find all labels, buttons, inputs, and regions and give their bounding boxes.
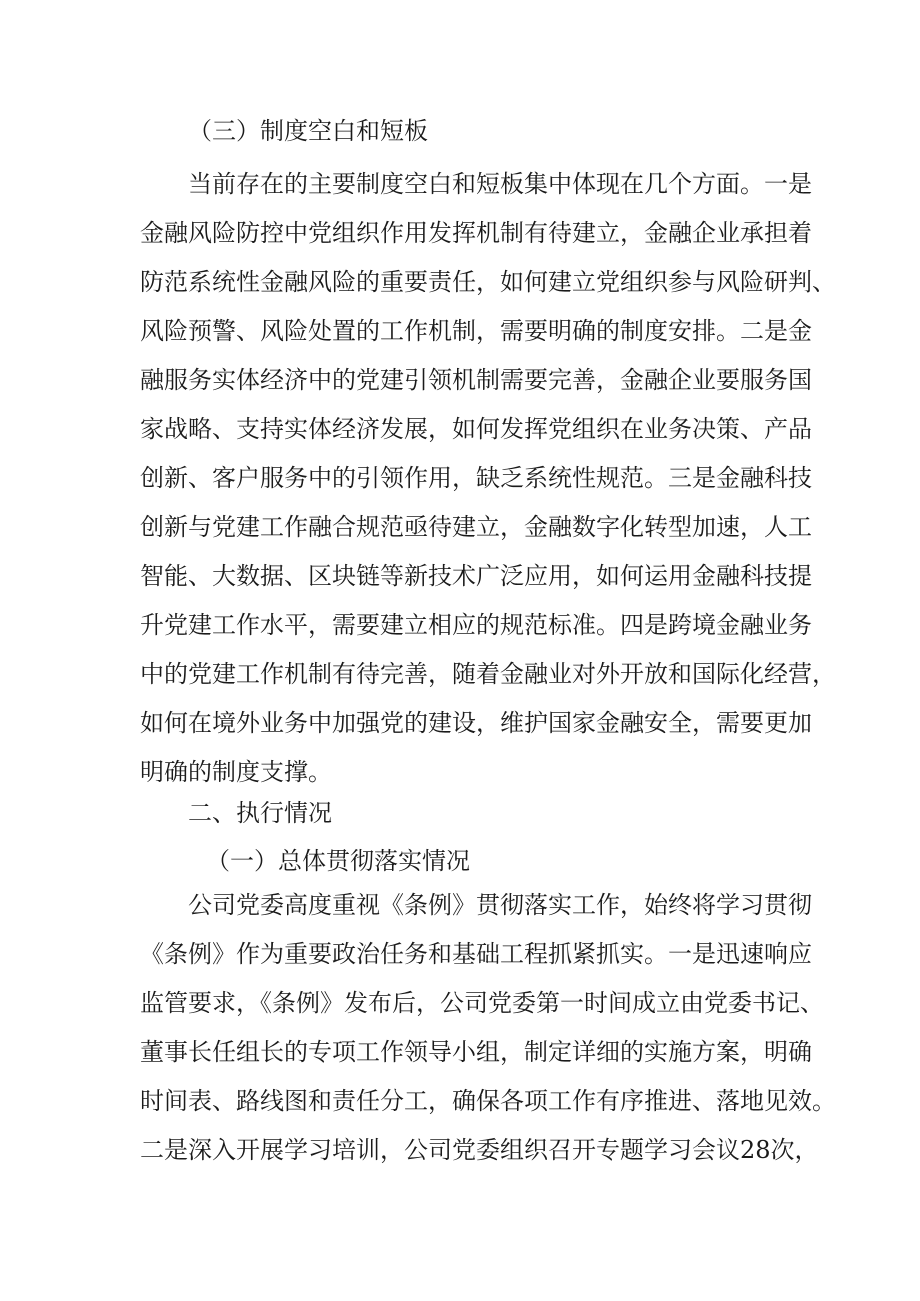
- paragraph-line: 智能、大数据、区块链等新技术广泛应用，如何运用金融科技提: [140, 562, 812, 590]
- paragraph-line: 升党建工作水平，需要建立相应的规范标准。四是跨境金融业务: [140, 611, 812, 639]
- section-heading-implementation: 二、执行情况: [188, 799, 332, 827]
- paragraph-line: 监管要求，《条例》发布后，公司党委第一时间成立由党委书记、: [140, 989, 824, 1017]
- paragraph-institutional-gaps: [140, 160, 836, 797]
- paragraph-line: 《条例》作为重要政治任务和基础工程抓紧抓实。一是迅速响应: [140, 940, 812, 968]
- paragraph-line: 创新与党建工作融合规范亟待建立，金融数字化转型加速，人工: [140, 513, 812, 541]
- paragraph-line: 时间表、路线图和责任分工，确保各项工作有序推进、落地见效。: [140, 1087, 836, 1115]
- paragraph-line: 融服务实体经济中的党建引领机制需要完善，金融企业要服务国: [140, 366, 812, 394]
- paragraph-line: 董事长任组长的专项工作领导小组，制定详细的实施方案，明确: [140, 1038, 812, 1066]
- paragraph-line: 创新、客户服务中的引领作用，缺乏系统性规范。三是金融科技: [140, 464, 812, 492]
- subsection-heading-overall-implementation: （一）总体贯彻落实情况: [206, 847, 470, 875]
- paragraph-line: 公司党委高度重视《条例》贯彻落实工作，始终将学习贯彻: [188, 891, 812, 919]
- paragraph-line: 如何在境外业务中加强党的建设，维护国家金融安全，需要更加: [140, 709, 812, 737]
- paragraph-line: 二是深入开展学习培训，公司党委组织召开专题学习会议28次，: [140, 1136, 819, 1164]
- paragraph-line: 中的党建工作机制有待完善，随着金融业对外开放和国际化经营，: [140, 660, 836, 688]
- paragraph-overall-implementation: [140, 881, 836, 1175]
- paragraph-line: 金融风险防控中党组织作用发挥机制有待建立，金融企业承担着: [140, 219, 812, 247]
- paragraph-line: 明确的制度支撑。: [140, 758, 332, 786]
- paragraph-line: 家战略、支持实体经济发展，如何发挥党组织在业务决策、产品: [140, 415, 812, 443]
- section-heading-institutional-gaps: （三）制度空白和短板: [188, 117, 428, 145]
- paragraph-line: 当前存在的主要制度空白和短板集中体现在几个方面。一是: [188, 170, 812, 198]
- paragraph-line: 风险预警、风险处置的工作机制，需要明确的制度安排。二是金: [140, 317, 812, 345]
- paragraph-line: 防范系统性金融风险的重要责任，如何建立党组织参与风险研判、: [140, 268, 836, 296]
